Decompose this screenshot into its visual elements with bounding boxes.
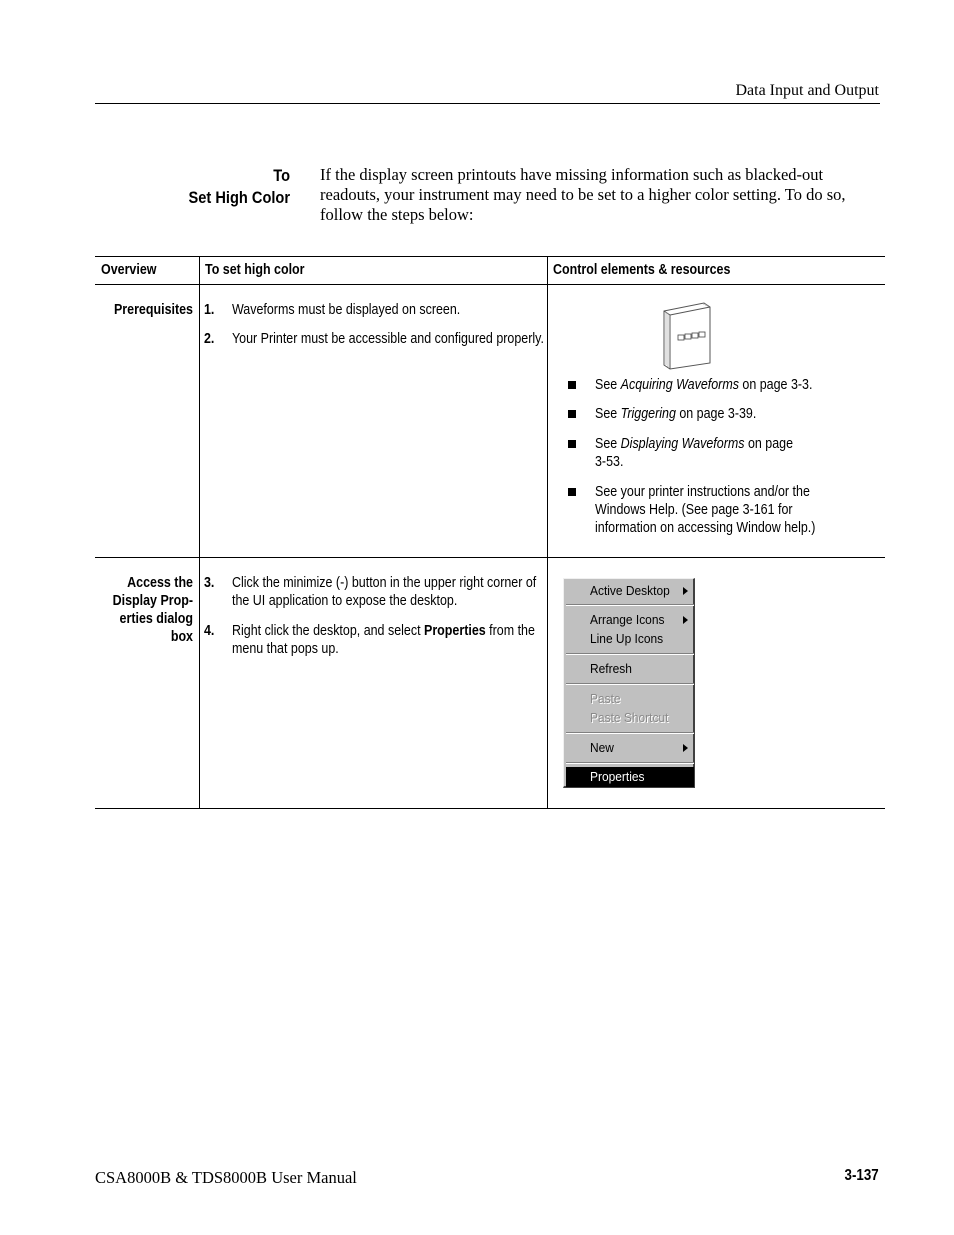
column-header-resources: Control elements & resources (553, 262, 731, 278)
step-3 (204, 574, 549, 610)
menu-item-arrange-icons[interactable]: Arrange Icons (566, 610, 694, 630)
table-top-rule (95, 256, 885, 257)
column-header-overview: Overview (101, 262, 157, 278)
running-head: Data Input and Output (735, 82, 879, 99)
column-header-procedure: To set high color (205, 262, 305, 278)
menu-item-paste-shortcut: Paste Shortcut (590, 710, 669, 725)
step-1 (204, 301, 549, 319)
submenu-arrow-icon (683, 744, 688, 752)
step-text: Waveforms must be displayed on screen. (232, 302, 461, 318)
resource-item (568, 483, 838, 537)
menu-separator (566, 732, 694, 734)
square-bullet-icon (568, 381, 576, 389)
footer-manual-title: CSA8000B & TDS8000B User Manual (95, 1168, 357, 1187)
step-number: 3. (204, 575, 215, 591)
step-2 (204, 330, 549, 348)
footer-page-number: 3-137 (844, 1167, 879, 1184)
procedure-table (95, 256, 885, 809)
row-label-access-display-properties: Access the Display Prop-erties dialog box (112, 575, 193, 645)
link-acquiring-waveforms[interactable]: Acquiring Waveforms (620, 377, 739, 393)
step-text: Click the minimize (-) button in the upper right corner of the UI application to expose the desktop. (232, 575, 537, 609)
step-4: 4. Right click the desktop, and select Properties from the menu that pops up. (204, 623, 535, 657)
menu-item-active-desktop[interactable]: Active Desktop (566, 581, 694, 601)
resource-item: See Displaying Waveforms on page 3-53. (568, 435, 838, 471)
menu-item-new[interactable]: New (566, 738, 694, 758)
table-bottom-rule (95, 808, 885, 809)
table-header-rule (95, 284, 885, 285)
submenu-arrow-icon (683, 616, 688, 624)
desktop-context-menu (563, 578, 695, 788)
section-heading-line1: To (273, 166, 290, 185)
resource-item: See Acquiring Waveforms on page 3-3. (568, 376, 838, 394)
intro-paragraph: If the display screen printouts have missing information such as blacked-out readouts, your instrument may need to be set to a higher color setting. To do so, follow the steps below: (320, 165, 846, 224)
menu-separator (566, 762, 694, 764)
menu-item-paste: Paste (590, 691, 621, 706)
header-rule (95, 103, 880, 104)
section-heading (188, 165, 290, 209)
table-column-divider-1 (199, 256, 200, 809)
step-number: 1. (204, 302, 215, 318)
printer-help-text: See your printer instructions and/or the Windows Help. (See page 3-161 for information on accessing Window help.) (595, 484, 816, 536)
menu-separator (566, 653, 694, 655)
menu-item-properties[interactable]: Properties (566, 767, 694, 787)
menu-separator (566, 604, 694, 606)
menu-separator (566, 683, 694, 685)
step-text: Your Printer must be accessible and configured properly. (232, 331, 544, 347)
step-number: 4. (204, 623, 215, 639)
submenu-arrow-icon (683, 587, 688, 595)
resource-item: See Triggering on page 3-39. (568, 405, 838, 423)
row-label-prerequisites: Prerequisites (113, 302, 193, 318)
square-bullet-icon (568, 410, 576, 418)
menu-item-refresh[interactable]: Refresh (590, 661, 632, 676)
table-row-divider (95, 557, 885, 558)
menu-item-line-up-icons[interactable]: Line Up Icons (590, 631, 664, 646)
section-heading-line2: Set High Color (188, 188, 290, 207)
manual-book-icon (658, 301, 716, 371)
link-displaying-waveforms[interactable]: Displaying Waveforms (620, 436, 745, 452)
link-triggering[interactable]: Triggering (620, 406, 676, 422)
square-bullet-icon (568, 440, 576, 448)
square-bullet-icon (568, 488, 576, 496)
step-number: 2. (204, 331, 215, 347)
properties-keyword: Properties (424, 623, 486, 639)
